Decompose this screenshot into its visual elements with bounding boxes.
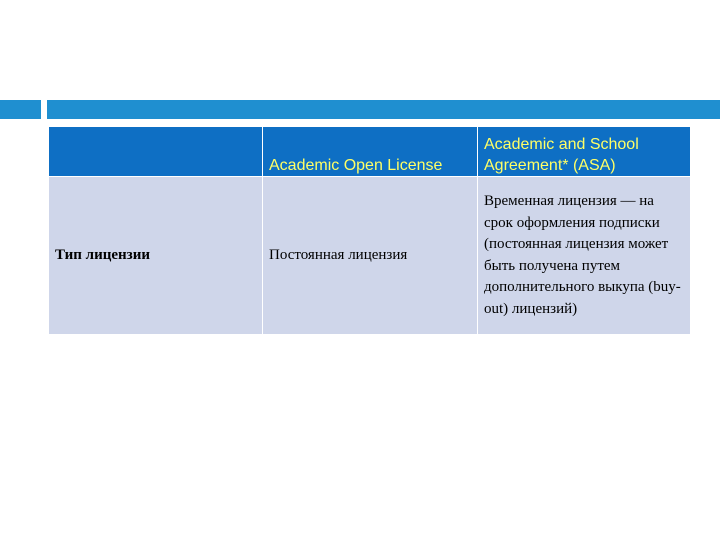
- asa-value-text: Временная лицензия — на срок оформления подписки (постоянная лицензия может быть получена путем дополнительного выкупа (buy-out) лицензий): [484, 193, 681, 317]
- accent-bar-right: [47, 100, 720, 119]
- header-cell-empty: [49, 127, 263, 177]
- open-license-value-text: Постоянная лицензия: [269, 246, 408, 263]
- header-col2-text: Academic Open License: [269, 157, 443, 174]
- header-cell-open-license: [263, 127, 478, 177]
- row-label-text: Тип лицензии: [55, 246, 150, 263]
- asa-value-cell: [478, 177, 691, 335]
- accent-bar-left: [0, 100, 41, 119]
- header-cell-asa: [478, 127, 691, 177]
- header-col3-text: Academic and School Agreement* (ASA): [484, 136, 639, 174]
- table-row: [49, 177, 691, 335]
- license-comparison-table: [48, 126, 691, 335]
- open-license-value-cell: [263, 177, 478, 335]
- table-header-row: [49, 127, 691, 177]
- row-label-cell: [49, 177, 263, 335]
